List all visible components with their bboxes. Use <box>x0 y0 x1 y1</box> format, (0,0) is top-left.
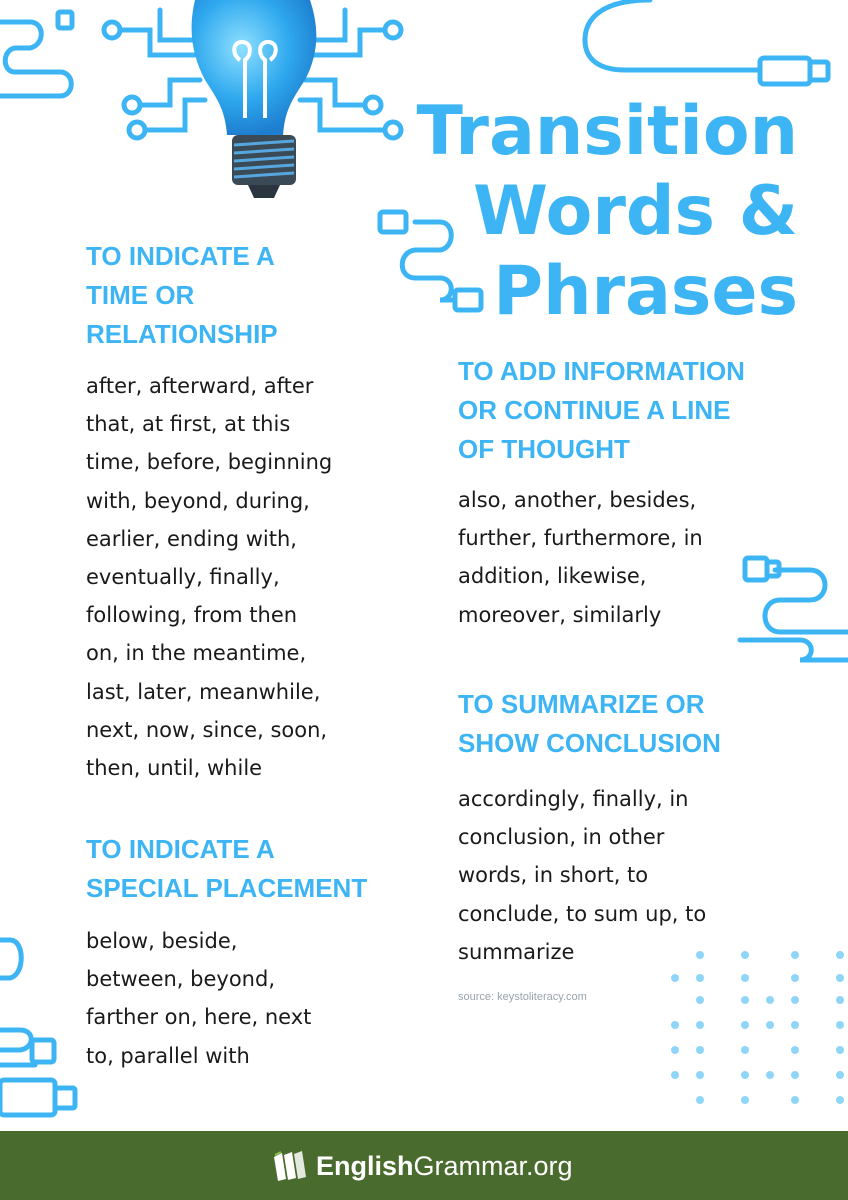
footer-bar <box>0 1131 848 1200</box>
body-line: below, beside, <box>86 929 238 953</box>
body-line: to, parallel with <box>86 1043 250 1068</box>
heading-line: TO SUMMARIZE OR <box>458 689 705 719</box>
section-body-placement <box>86 922 311 1075</box>
section-heading-time <box>86 237 278 354</box>
body-line: between, beyond, <box>86 967 275 992</box>
body-line: after, afterward, after <box>86 374 314 398</box>
heading-line: TO ADD INFORMATION <box>458 356 745 386</box>
body-line: conclusion, in other <box>458 825 665 850</box>
brand-name <box>316 1151 573 1182</box>
body-line: also, another, besides, <box>458 488 697 512</box>
heading-line: SPECIAL PLACEMENT <box>86 873 368 903</box>
body-line: accordingly, finally, in <box>458 787 689 811</box>
title-line: Phrases <box>493 252 798 331</box>
heading-line: TO INDICATE A <box>86 241 275 271</box>
heading-line: TIME OR <box>86 280 195 310</box>
section-heading-summarize <box>458 685 721 763</box>
source-credit: source: keystoliteracy.com <box>458 991 587 1003</box>
heading-line: RELATIONSHIP <box>86 319 278 349</box>
lightbulb-icon <box>192 0 317 198</box>
body-line: time, before, beginning <box>86 450 333 475</box>
section-heading-add <box>458 352 745 469</box>
body-line: conclude, to sum up, to <box>458 901 707 926</box>
body-line: that, at first, at this <box>86 412 291 437</box>
brand-regular: Grammar.org <box>413 1150 573 1181</box>
body-line: then, until, while <box>86 756 263 781</box>
brand-logo[interactable] <box>272 1145 573 1187</box>
section-body-time <box>86 367 332 787</box>
body-line: last, later, meanwhile, <box>86 679 321 704</box>
body-line: summarize <box>458 939 575 964</box>
page-title <box>417 92 798 332</box>
heading-line: OR CONTINUE A LINE <box>458 395 731 425</box>
book-logo-icon <box>272 1149 310 1183</box>
body-line: following, from then <box>86 603 298 628</box>
title-line: Transition <box>416 92 798 171</box>
section-body-add <box>458 481 703 634</box>
body-line: moreover, similarly <box>458 602 662 627</box>
body-line: further, furthermore, in <box>458 526 703 551</box>
body-line: addition, likewise, <box>458 564 647 589</box>
body-line: eventually, finally, <box>86 565 280 590</box>
heading-line: TO INDICATE A <box>86 834 275 864</box>
section-heading-placement <box>86 830 367 908</box>
body-line: with, beyond, during, <box>86 488 310 513</box>
body-line: next, now, since, soon, <box>86 717 328 742</box>
dot-grid <box>671 951 844 1104</box>
body-line: on, in the meantime, <box>86 641 307 666</box>
heading-line: OF THOUGHT <box>458 434 630 464</box>
section-body-summarize <box>458 780 706 971</box>
body-line: farther on, here, next <box>86 1005 312 1030</box>
circuit-lines <box>104 10 401 138</box>
brand-bold: English <box>316 1150 414 1181</box>
title-line: Words & <box>473 172 798 251</box>
body-line: words, in short, to <box>458 863 649 888</box>
body-line: earlier, ending with, <box>86 526 297 551</box>
heading-line: SHOW CONCLUSION <box>458 728 721 758</box>
